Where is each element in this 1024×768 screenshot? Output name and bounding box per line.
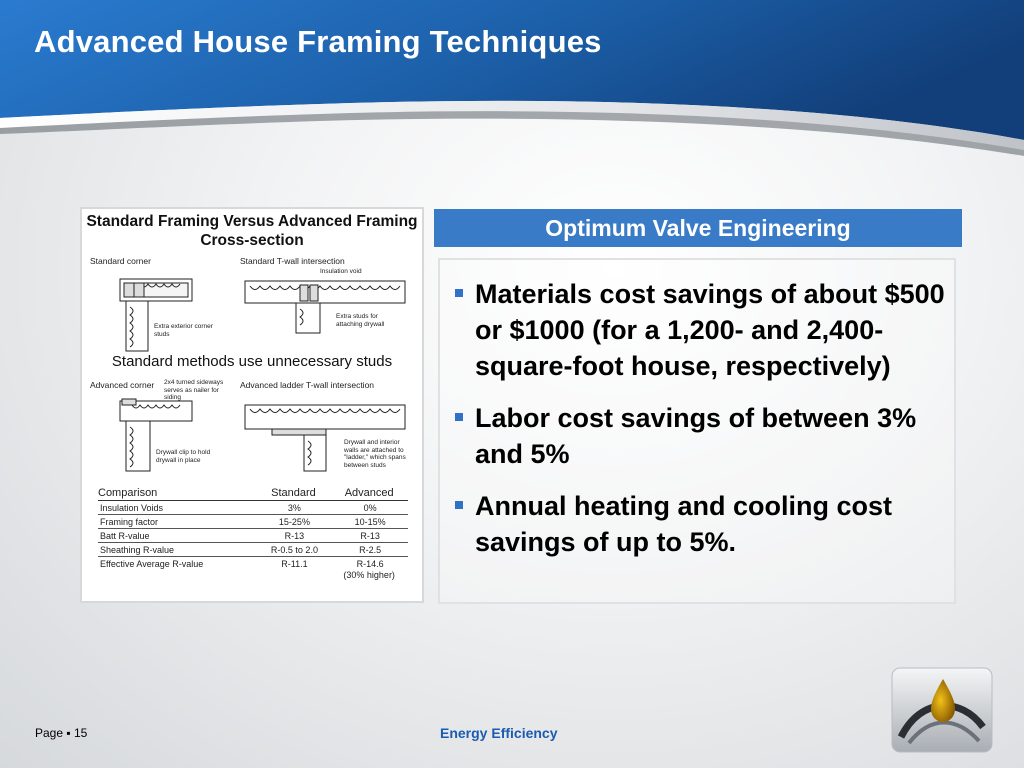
table-cell: 10-15% bbox=[330, 515, 408, 529]
table-header: Comparison bbox=[98, 487, 257, 501]
bullet-text: Labor cost savings of between 3% and 5% bbox=[475, 403, 917, 469]
label-extra-corner-studs: Extra exterior corner studs bbox=[154, 323, 213, 338]
label-drywall-ladder: Drywall and interior walls are attached to "ladder," which spans between studs bbox=[344, 439, 406, 469]
table-row bbox=[98, 501, 408, 515]
label-turned-2x4: 2x4 turned sideways serves as nailer for siding bbox=[164, 379, 224, 401]
bullet-text: Annual heating and cooling cost savings of up to 5%. bbox=[475, 491, 893, 557]
table-cell: R-14.6 bbox=[356, 559, 384, 569]
table-cell: 3% bbox=[257, 501, 331, 515]
table-cell: Insulation Voids bbox=[98, 501, 257, 515]
table-cell: R-0.5 to 2.0 bbox=[257, 543, 331, 557]
table-footnote: (30% higher) bbox=[343, 570, 395, 580]
bullet-list bbox=[454, 276, 954, 576]
label-extra-studs-drywall: Extra studs for attaching drywall bbox=[336, 313, 385, 328]
bullet-item bbox=[454, 400, 954, 472]
square-bullet-icon bbox=[455, 413, 463, 421]
slide-header bbox=[0, 0, 1024, 160]
table-cell: R-2.5 bbox=[330, 543, 408, 557]
table-cell: Framing factor bbox=[98, 515, 257, 529]
table-cell: 15-25% bbox=[257, 515, 331, 529]
table-row bbox=[98, 557, 408, 571]
table-cell: Batt R-value bbox=[98, 529, 257, 543]
figure-title: Standard Framing Versus Advanced Framing bbox=[86, 213, 418, 230]
table-row bbox=[98, 543, 408, 557]
table-cell: 0% bbox=[330, 501, 408, 515]
table-cell: Sheathing R-value bbox=[98, 543, 257, 557]
label-advanced-ladder: Advanced ladder T-wall intersection bbox=[240, 380, 375, 390]
table-header: Standard bbox=[257, 487, 331, 501]
framing-diagram-figure bbox=[80, 207, 424, 603]
table-cell bbox=[257, 570, 331, 580]
label-drywall-clip: Drywall clip to hold drywall in place bbox=[156, 449, 211, 464]
table-cell: R-11.1 bbox=[281, 559, 308, 569]
square-bullet-icon bbox=[455, 289, 463, 297]
bullet-item bbox=[454, 276, 954, 384]
table-header-row bbox=[98, 487, 408, 501]
square-bullet-icon bbox=[455, 501, 463, 509]
page-number: Page ▪ 15 bbox=[35, 726, 88, 740]
table-cell: R-13 bbox=[257, 529, 331, 543]
oil-drop-logo-icon bbox=[891, 667, 993, 753]
table-row bbox=[98, 515, 408, 529]
table-row bbox=[98, 529, 408, 543]
table-cell: Effective Average R-value bbox=[100, 559, 204, 569]
footer-title: Energy Efficiency bbox=[440, 725, 558, 741]
label-standard-corner: Standard corner bbox=[90, 256, 151, 266]
callout-header: Optimum Valve Engineering bbox=[434, 209, 962, 247]
label-advanced-corner: Advanced corner bbox=[90, 380, 155, 390]
figure-section-heading: Standard methods use unnecessary studs bbox=[111, 353, 393, 370]
slide-title: Advanced House Framing Techniques bbox=[34, 24, 602, 59]
table-row bbox=[98, 570, 408, 580]
figure-subtitle: Cross-section bbox=[200, 232, 304, 249]
label-standard-t: Standard T-wall intersection bbox=[240, 256, 345, 266]
bullet-text: Materials cost savings of about $500 or $1000 (for a 1,200- and 2,400-square-foot house, respectively) bbox=[475, 279, 945, 381]
label-insulation-void: Insulation void bbox=[320, 268, 362, 275]
bullet-box bbox=[438, 258, 956, 604]
table-header: Advanced bbox=[330, 487, 408, 501]
comparison-table bbox=[98, 487, 408, 580]
table-cell bbox=[98, 570, 257, 580]
table-cell: R-13 bbox=[330, 529, 408, 543]
bullet-item bbox=[454, 488, 954, 560]
